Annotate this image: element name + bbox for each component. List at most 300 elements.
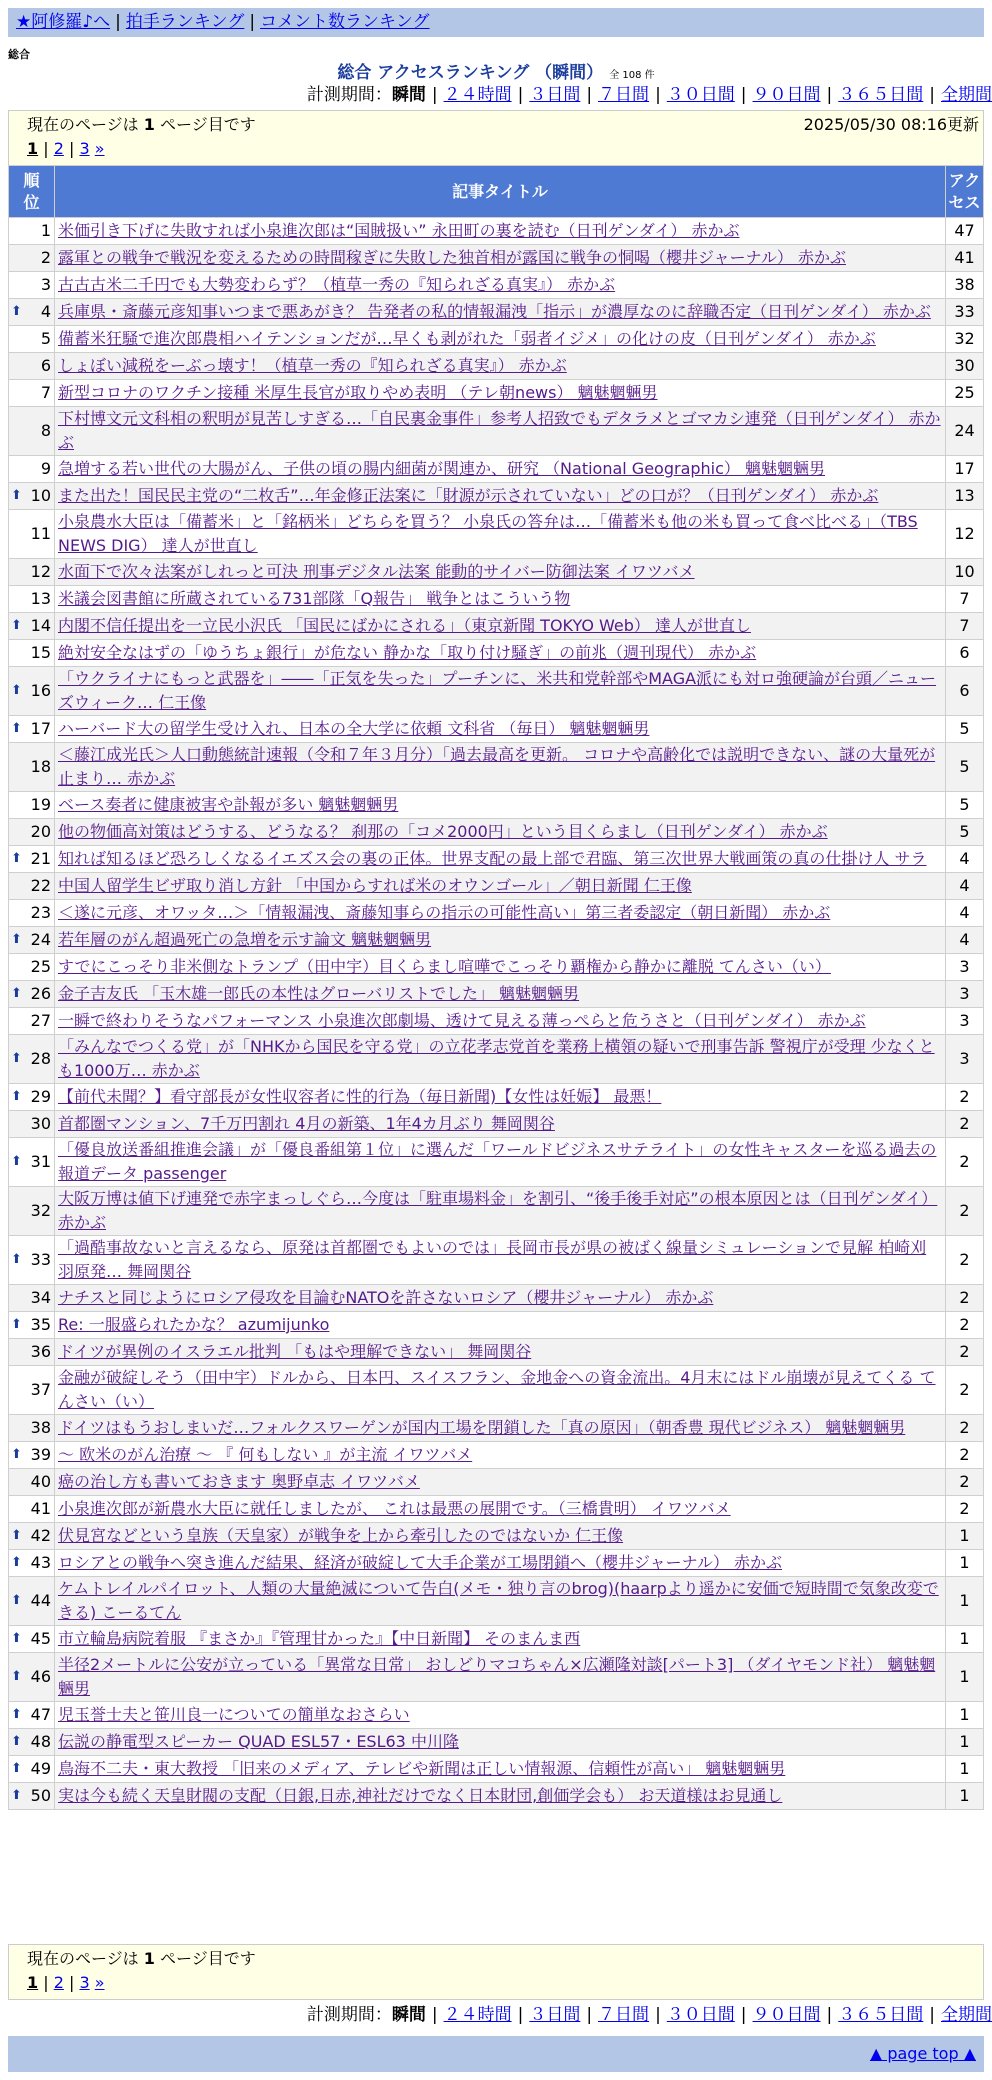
period-selector-bottom [307, 2004, 992, 2026]
access-count: 33 [946, 299, 984, 326]
article-link[interactable]: 急増する若い世代の大腸がん、子供の頃の腸内細菌が関連か、研究 （National Geographic） 魑魅魍魎男 [58, 459, 826, 478]
article-link[interactable]: 癌の治し方も書いておきます 奥野卓志 イワツバメ [58, 1472, 420, 1491]
access-count: 1 [946, 1756, 984, 1783]
period-link[interactable]: ２４時間 [443, 2005, 512, 2025]
access-count: 2 [946, 1138, 984, 1187]
rank-cell [9, 299, 55, 326]
article-link[interactable]: 水面下で次々法案がしれっと可決 刑事デジタル法案 能動的サイバー防御法案 イワツバメ [58, 562, 695, 581]
rank-cell [9, 1138, 55, 1187]
period-link[interactable]: 全期間 [941, 85, 992, 105]
title-cell [55, 1469, 946, 1496]
title-cell [55, 613, 946, 640]
separator: | [63, 1973, 80, 1992]
page-link[interactable]: 2 [53, 1973, 64, 1992]
rank-number: 36 [30, 1342, 51, 1361]
page-info-bottom [8, 1944, 984, 2000]
access-count: 17 [946, 456, 984, 483]
rank-number: 15 [30, 643, 51, 662]
rank-cell [9, 1339, 55, 1366]
access-count: 1 [946, 1783, 984, 1810]
title-header: 記事タイトル [55, 166, 946, 218]
period-label: 計測期間： [306, 2005, 392, 2025]
article-link[interactable]: 首都圏マンション、7千万円割れ 4月の新築、1年4カ月ぶり 舞岡関谷 [58, 1114, 555, 1133]
rank-number: 9 [40, 459, 51, 478]
comment-ranking-link[interactable]: コメント数ランキング [260, 12, 430, 32]
separator: | [517, 85, 524, 105]
rank-cell [9, 326, 55, 353]
table-row [9, 407, 984, 456]
rank-number: 23 [30, 903, 51, 922]
table-row [9, 353, 984, 380]
article-link[interactable]: ＜藤江成光氏＞人口動態統計速報（令和７年３月分）「過去最高を更新。 コロナや高齢化では説明できない、謎の大量死が止まり… 赤かぶ [58, 745, 936, 788]
title-cell [55, 873, 946, 900]
total-count: 全 108 件 [609, 70, 655, 81]
article-link[interactable]: 知れば知るほど恐ろしくなるイエズス会の裏の正体。世界支配の最上部で君臨、第三次世界大戦画策の真の仕掛け人 サラ [58, 849, 927, 868]
period-link[interactable]: ７日間 [598, 85, 650, 105]
page-info-text-after: ページ目です [160, 115, 256, 134]
rank-cell [9, 1366, 55, 1415]
table-row [9, 613, 984, 640]
rank-number: 5 [40, 329, 51, 348]
period-link[interactable]: ３日間 [529, 2005, 581, 2025]
article-link[interactable]: 米議会図書館に所蔵されている731部隊「Q報告」 戦争とはこういう物 [58, 589, 571, 608]
page-info-text-after: ページ目です [160, 1949, 256, 1968]
article-link[interactable]: 兵庫県・斎藤元彦知事いつまで悪あがき？ 告発者の私的情報漏洩「指示」が濃厚なのに辞職否定（日刊ゲンダイ） 赤かぶ [58, 302, 931, 321]
article-link[interactable]: ナチスと同じようにロシア侵攻を目論むNATOを許さないロシア（櫻井ジャーナル） 赤かぶ [58, 1288, 714, 1307]
access-count: 1 [946, 1550, 984, 1577]
article-link[interactable]: 下村博文元文科相の釈明が見苦しすぎる…「自民裏金事件」参考人招致でもデタラメとゴマカシ連発（日刊ゲンダイ） 赤かぶ [58, 409, 941, 452]
pagination [27, 1971, 973, 1995]
rank-number: 1 [40, 221, 51, 240]
rank-cell [9, 586, 55, 613]
title-cell [55, 1702, 946, 1729]
title-cell [55, 819, 946, 846]
article-link[interactable]: 若年層のがん超過死亡の急増を示す論文 魑魅魍魎男 [58, 930, 432, 949]
table-row [9, 1415, 984, 1442]
article-link[interactable]: しょぼい減税をーぶっ壊す！（植草一秀の『知られざる真実』） 赤かぶ [58, 356, 567, 375]
access-count: 4 [946, 900, 984, 927]
rank-cell [9, 456, 55, 483]
title-cell [55, 1653, 946, 1702]
bottom-bar [8, 2036, 984, 2072]
article-link[interactable]: ケムトレイルパイロット、人類の大量絶滅について告白(メモ・独り言のbrog)(haarpより遥かに安価で短時間で気象改変できる) こーるてん [58, 1579, 939, 1622]
rank-cell [9, 1187, 55, 1236]
access-count: 2 [946, 1236, 984, 1285]
rank-number: 32 [30, 1201, 51, 1220]
title-cell [55, 1138, 946, 1187]
article-link[interactable]: 「優良放送番組推進会議」が「優良番組第１位」に選んだ「ワールドビジネスサテライト」の女性キャスターを巡る過去の報道データ passenger [58, 1140, 937, 1183]
article-link[interactable]: 絶対安全なはずの「ゆうちょ銀行」が危ない 静かな「取り付け騒ぎ」の前兆（週刊現代） 赤かぶ [58, 643, 757, 662]
article-link[interactable]: 備蓄米狂騒で進次郎農相ハイテンションだが…早くも剥がれた「弱者イジメ」の化けの皮（日刊ゲンダイ） 赤かぶ [58, 329, 876, 348]
rank-number: 20 [30, 822, 51, 841]
page-link[interactable]: 3 [79, 139, 90, 158]
article-link[interactable]: 鳥海不二夫・東大教授 「旧来のメディア、テレビや新聞は正しい情報源、信頼性が高い」 魑魅魍魎男 [58, 1759, 786, 1778]
access-count: 2 [946, 1084, 984, 1111]
article-link[interactable]: ベース奏者に健康被害や訃報が多い 魑魅魍魎男 [58, 795, 399, 814]
article-link[interactable]: 実は今も続く天皇財閥の支配（日銀,日赤,神社だけでなく日本財団,創価学会も） お天道様はお見通し [58, 1786, 783, 1805]
article-link[interactable]: Re: 一服盛られたかな？ azumijunko [58, 1315, 330, 1334]
table-row [9, 380, 984, 407]
period-link[interactable]: ９０日間 [752, 85, 821, 105]
rank-cell [9, 1111, 55, 1138]
rank-number: 11 [30, 524, 51, 543]
article-link[interactable]: また出た！国民民主党の“二枚舌”…年金修正法案に「財源が示されていない」どの口が？（日刊ゲンダイ） 赤かぶ [58, 486, 879, 505]
separator: | [826, 85, 833, 105]
title-cell [55, 380, 946, 407]
access-count: 2 [946, 1415, 984, 1442]
rank-cell [9, 1415, 55, 1442]
rank-up-icon: ⬆ [11, 618, 22, 633]
table-row [9, 559, 984, 586]
table-row [9, 1035, 984, 1084]
next-page-link[interactable]: » [94, 1973, 105, 1992]
table-row [9, 1008, 984, 1035]
title-cell [55, 299, 946, 326]
access-header: アク セス [946, 166, 984, 218]
rank-up-icon: ⬆ [11, 986, 22, 1001]
rank-number: 6 [40, 356, 51, 375]
table-row [9, 456, 984, 483]
article-link[interactable]: ハーバード大の留学生受け入れ、日本の全大学に依頼 文科省 （毎日） 魑魅魍魎男 [58, 719, 650, 738]
top-nav-bar: ★阿修羅♪へ | 拍手ランキング | コメント数ランキング [8, 8, 984, 37]
access-count: 3 [946, 981, 984, 1008]
article-link[interactable]: すでにこっそり非米側なトランプ（田中宇）目くらまし喧嘩でこっそり覇権から静かに離脱 てんさい（い） [58, 957, 831, 976]
rank-cell [9, 819, 55, 846]
separator: | [38, 1973, 54, 1992]
article-link[interactable]: ～ 欧米のがん治療 ～ 『 何もしない 』が主流 イワツバメ [58, 1445, 473, 1464]
table-row [9, 667, 984, 716]
title-cell [55, 245, 946, 272]
table-row [9, 1729, 984, 1756]
period-current: 瞬間 [391, 2005, 426, 2025]
article-link[interactable]: 米価引き下げに失敗すれば小泉進次郎は“国賊扱い” 永田町の裏を読む（日刊ゲンダイ） 赤かぶ [58, 221, 740, 240]
rank-number: 43 [30, 1553, 51, 1572]
table-row [9, 272, 984, 299]
separator: | [740, 85, 747, 105]
article-link[interactable]: 「みんなでつくる党」が「NHKから国民を守る党」の立花孝志党首を業務上横領の疑いで刑事告訴 警視庁が受理 少なくとも1000万… 赤かぶ [58, 1037, 935, 1080]
article-link[interactable]: 大阪万博は値下げ連発で赤字まっしぐら…今度は「駐車場料金」を割引、“後手後手対応”の根本原因とは（日刊ゲンダイ） 赤かぶ [58, 1189, 938, 1232]
article-link[interactable]: 半径2メートルに公安が立っている「異常な日常」 おしどりマコちゃん×広瀬隆対談[パート3] （ダイヤモンド社） 魑魅魍魎男 [58, 1655, 936, 1698]
rank-number: 35 [30, 1315, 51, 1334]
article-link[interactable]: 「ウクライナにもっと武器を」――「正気を失った」プーチンに、米共和党幹部やMAGA派にも対ロ強硬論が台頭／ニューズウィーク… 仁王像 [58, 669, 937, 712]
title-cell [55, 1187, 946, 1236]
period-link[interactable]: ３日間 [529, 85, 581, 105]
table-row [9, 1523, 984, 1550]
article-link[interactable]: 【前代未聞？】看守部長が女性収容者に性的行為（毎日新聞)【女性は妊娠】 最悪！ [58, 1087, 662, 1106]
article-link[interactable]: 金子吉友氏 「玉木雄一郎氏の本性はグローバリストでした」 魑魅魍魎男 [58, 984, 580, 1003]
separator: | [655, 85, 661, 105]
title-cell [55, 981, 946, 1008]
article-link[interactable]: 小泉進次郎が新農水大臣に就任しましたが、 これは最悪の展開です。（三橋貴明） イワツバメ [58, 1499, 731, 1518]
period-selector [307, 84, 992, 106]
title-cell [55, 1236, 946, 1285]
page-current: 1 [27, 139, 39, 158]
table-row [9, 1550, 984, 1577]
article-link[interactable]: 「過酷事故ないと言えるなら、原発は首都圏でもよいのでは」長岡市長が県の被ばく線量シミュレーションで見解 柏崎刈羽原発… 舞岡関谷 [58, 1238, 927, 1281]
rank-number: 41 [30, 1499, 51, 1518]
article-link[interactable]: 市立輪島病院着服 『まさか』『管理甘かった』【中日新聞】 そのまんま西 [58, 1629, 581, 1648]
separator: | [586, 85, 593, 105]
separator: | [586, 2005, 593, 2025]
page-link[interactable]: 2 [53, 139, 64, 158]
period-link[interactable]: ７日間 [598, 2005, 650, 2025]
rank-cell [9, 1702, 55, 1729]
rank-up-icon: ⬆ [11, 683, 22, 698]
rank-number: 42 [30, 1526, 51, 1545]
page-link[interactable]: 3 [79, 1973, 90, 1992]
page-info-text: 現在のページは [27, 1949, 139, 1968]
article-link[interactable]: ＜遂に元彦、オワッタ…＞「情報漏洩、斎藤知事らの指示の可能性高い」第三者委認定（朝日新聞） 赤かぶ [58, 903, 831, 922]
title-cell [55, 1550, 946, 1577]
access-count: 30 [946, 353, 984, 380]
period-link[interactable]: ３０日間 [666, 85, 735, 105]
article-link[interactable]: 小泉農水大臣は「備蓄米」と「銘柄米」どちらを買う？ 小泉氏の答弁は…「備蓄米も他の米も買って食べ比べる」（TBS NEWS DIG） 達人が世直し [58, 512, 918, 555]
table-row [9, 927, 984, 954]
access-count: 6 [946, 640, 984, 667]
rank-number: 4 [40, 302, 51, 321]
rank-cell [9, 1783, 55, 1810]
title-cell [55, 640, 946, 667]
rank-cell [9, 380, 55, 407]
rank-number: 49 [30, 1759, 51, 1778]
title-cell [55, 407, 946, 456]
table-row [9, 1626, 984, 1653]
access-count: 1 [946, 1702, 984, 1729]
rank-up-icon: ⬆ [11, 304, 22, 319]
rank-number: 14 [30, 616, 51, 635]
table-row [9, 819, 984, 846]
rank-number: 34 [30, 1288, 51, 1307]
access-count: 1 [946, 1626, 984, 1653]
table-row [9, 1366, 984, 1415]
title-cell [55, 1312, 946, 1339]
period-link[interactable]: ９０日間 [752, 2005, 821, 2025]
table-row [9, 900, 984, 927]
access-count: 2 [946, 1442, 984, 1469]
access-count: 2 [946, 1111, 984, 1138]
table-row [9, 1783, 984, 1810]
title-cell [55, 1496, 946, 1523]
rank-cell [9, 1496, 55, 1523]
title-cell [55, 510, 946, 559]
access-count: 10 [946, 559, 984, 586]
period-link[interactable]: ３６５日間 [838, 85, 924, 105]
access-count: 38 [946, 272, 984, 299]
rank-number: 46 [30, 1667, 51, 1686]
category-label: 総合 [8, 48, 30, 61]
access-count: 47 [946, 218, 984, 245]
rank-cell [9, 353, 55, 380]
access-count: 2 [946, 1496, 984, 1523]
rank-number: 8 [40, 421, 51, 440]
title-cell [55, 1523, 946, 1550]
access-count: 4 [946, 927, 984, 954]
rank-number: 25 [30, 957, 51, 976]
rank-up-icon: ⬆ [11, 932, 22, 947]
period-current: 瞬間 [391, 85, 426, 105]
table-row [9, 1187, 984, 1236]
rank-up-icon: ⬆ [11, 1154, 22, 1169]
period-link[interactable]: ３６５日間 [838, 2005, 924, 2025]
title-cell [55, 1442, 946, 1469]
separator: | [38, 139, 54, 158]
access-count: 4 [946, 873, 984, 900]
title-cell [55, 483, 946, 510]
current-page-number: 1 [143, 115, 155, 134]
rank-cell [9, 272, 55, 299]
access-count: 2 [946, 1285, 984, 1312]
title-cell [55, 1626, 946, 1653]
table-row [9, 1312, 984, 1339]
article-link[interactable]: 露軍との戦争で戦況を変えるための時間稼ぎに失敗した独首相が露国に戦争の恫喝（櫻井ジャーナル） 赤かぶ [58, 248, 846, 267]
access-count: 32 [946, 326, 984, 353]
access-count: 6 [946, 667, 984, 716]
separator: | [929, 2005, 935, 2025]
table-row [9, 1442, 984, 1469]
table-row [9, 1577, 984, 1626]
rank-cell [9, 846, 55, 873]
rank-number: 28 [30, 1049, 51, 1068]
article-link[interactable]: ドイツはもうおしまいだ…フォルクスワーゲンが国内工場を閉鎖した「真の原因」（朝香豊 現代ビジネス） 魑魅魍魎男 [58, 1418, 906, 1437]
rank-number: 17 [30, 719, 51, 738]
rank-cell [9, 407, 55, 456]
title-cell [55, 218, 946, 245]
rank-up-icon: ⬆ [11, 1051, 22, 1066]
rank-number: 2 [40, 248, 51, 267]
period-link[interactable]: ３０日間 [666, 2005, 735, 2025]
page-info-text: 現在のページは [27, 115, 139, 134]
rank-up-icon: ⬆ [11, 1089, 22, 1104]
access-count: 5 [946, 819, 984, 846]
rank-number: 50 [30, 1786, 51, 1805]
separator: | [740, 2005, 747, 2025]
title-cell [55, 954, 946, 981]
rank-up-icon: ⬆ [11, 1707, 22, 1722]
article-link[interactable]: 一瞬で終わりそうなパフォーマンス 小泉進次郎劇場、透けて見える薄っぺらと危うさと（日刊ゲンダイ） 赤かぶ [58, 1011, 866, 1030]
article-link[interactable]: ロシアとの戦争へ突き進んだ結果、経済が破綻して大手企業が工場閉鎖へ（櫻井ジャーナル） 赤かぶ [58, 1553, 782, 1572]
period-label: 計測期間： [306, 85, 392, 105]
table-row [9, 1469, 984, 1496]
title-cell [55, 1035, 946, 1084]
home-link[interactable]: ★阿修羅♪へ [16, 12, 111, 32]
access-count: 1 [946, 1577, 984, 1626]
rank-number: 29 [30, 1087, 51, 1106]
title-cell [55, 1756, 946, 1783]
article-link[interactable]: 伏見宮などという皇族（天皇家）が戦争を上から牽引したのではないか 仁王像 [58, 1526, 624, 1545]
article-link[interactable]: ドイツが異例のイスラエル批判 「もはや理解できない」 舞岡関谷 [58, 1342, 532, 1361]
clap-ranking-link[interactable]: 拍手ランキング [125, 12, 245, 32]
rank-number: 33 [30, 1250, 51, 1269]
period-link[interactable]: 全期間 [941, 2005, 992, 2025]
access-count: 2 [946, 1366, 984, 1415]
table-row [9, 1339, 984, 1366]
rank-number: 30 [30, 1114, 51, 1133]
rank-number: 3 [40, 275, 51, 294]
rank-cell [9, 1550, 55, 1577]
separator: | [929, 85, 935, 105]
table-row [9, 1285, 984, 1312]
rank-up-icon: ⬆ [11, 851, 22, 866]
table-row [9, 792, 984, 819]
title-cell [55, 353, 946, 380]
table-row [9, 743, 984, 792]
article-link[interactable]: 児玉誉士夫と笹川良一についての簡単なおさらい [58, 1705, 410, 1724]
rank-cell [9, 1442, 55, 1469]
table-row [9, 981, 984, 1008]
rank-cell [9, 1523, 55, 1550]
rank-number: 39 [30, 1445, 51, 1464]
page-info-top [8, 110, 984, 166]
table-row [9, 299, 984, 326]
rank-up-icon: ⬆ [11, 1593, 22, 1608]
rank-up-icon: ⬆ [11, 721, 22, 736]
article-link[interactable]: 新型コロナのワクチン接種 米厚生長官が取りやめ表明 （テレ朝news） 魑魅魍魎男 [58, 383, 658, 402]
rank-number: 38 [30, 1418, 51, 1437]
rank-number: 18 [30, 757, 51, 776]
rank-cell [9, 792, 55, 819]
page-title [0, 58, 992, 83]
article-link[interactable]: 金融が破綻しそう（田中宇）ドルから、日本円、スイスフラン、金地金への資金流出。4月末にはドル崩壊が見えてくる てんさい（い） [58, 1368, 936, 1411]
rank-number: 22 [30, 876, 51, 895]
next-page-link[interactable]: » [94, 139, 105, 158]
article-link[interactable]: 古古古米二千円でも大勢変わらず？（植草一秀の『知られざる真実』） 赤かぶ [58, 275, 616, 294]
rank-up-icon: ⬆ [11, 1555, 22, 1570]
article-link[interactable]: 内閣不信任提出を一立民小沢氏 「国民にばかにされる」（東京新聞 TOKYO Web） 達人が世直し [58, 616, 752, 635]
access-count: 2 [946, 1469, 984, 1496]
title-cell [55, 1729, 946, 1756]
title-cell [55, 716, 946, 743]
table-row [9, 1084, 984, 1111]
article-link[interactable]: 伝説の静電型スピーカー QUAD ESL57・ESL63 中川隆 [58, 1732, 459, 1751]
rank-cell [9, 1729, 55, 1756]
table-row [9, 483, 984, 510]
rank-number: 45 [30, 1629, 51, 1648]
rank-cell [9, 1236, 55, 1285]
title-cell [55, 1577, 946, 1626]
page-top-link[interactable]: ▲ page top ▲ [869, 2044, 976, 2063]
table-row [9, 1236, 984, 1285]
rank-number: 27 [30, 1011, 51, 1030]
rank-cell [9, 981, 55, 1008]
rank-number: 10 [30, 486, 51, 505]
article-link[interactable]: 中国人留学生ビザ取り消し方針 「中国からすれば米のオウンゴール」／朝日新聞 仁王像 [58, 876, 692, 895]
separator: | [63, 139, 80, 158]
rank-number: 48 [30, 1732, 51, 1751]
rank-cell [9, 559, 55, 586]
article-link[interactable]: 他の物価高対策はどうする、どうなる？ 刹那の「コメ2000円」という目くらまし（日刊ゲンダイ） 赤かぶ [58, 822, 828, 841]
rank-cell [9, 1285, 55, 1312]
access-count: 4 [946, 846, 984, 873]
title-cell [55, 1339, 946, 1366]
rank-cell [9, 873, 55, 900]
rank-cell [9, 667, 55, 716]
access-count: 5 [946, 743, 984, 792]
rank-number: 12 [30, 562, 51, 581]
rank-up-icon: ⬆ [11, 1631, 22, 1646]
table-row [9, 1496, 984, 1523]
rank-cell [9, 483, 55, 510]
rank-up-icon: ⬆ [11, 1669, 22, 1684]
rank-cell [9, 640, 55, 667]
period-link[interactable]: ２４時間 [443, 85, 512, 105]
title-cell [55, 1415, 946, 1442]
rank-number: 47 [30, 1705, 51, 1724]
rank-cell [9, 510, 55, 559]
title-cell [55, 586, 946, 613]
access-count: 3 [946, 1008, 984, 1035]
table-row [9, 1653, 984, 1702]
rank-cell [9, 1653, 55, 1702]
